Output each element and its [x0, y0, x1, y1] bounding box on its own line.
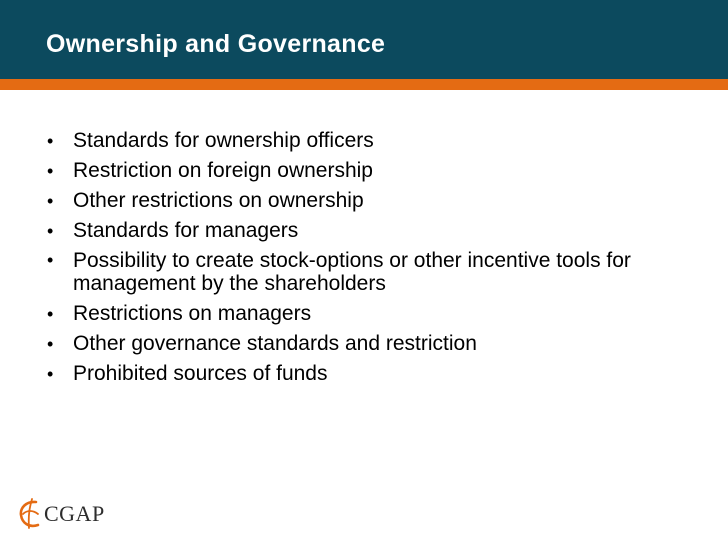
bullet-item	[46, 156, 706, 186]
bullet-dot-icon: •	[47, 131, 54, 151]
bullet-text: Other restrictions on ownership	[73, 189, 364, 212]
title-accent-stripe	[0, 79, 728, 90]
bullet-item	[46, 246, 706, 299]
bullet-dot-icon: •	[47, 250, 54, 270]
bullet-item	[46, 359, 706, 389]
bullet-text: Standards for managers	[73, 219, 299, 242]
bullet-text: Standards for ownership officers	[73, 129, 374, 152]
bullet-dot-icon: •	[47, 191, 54, 211]
cgap-logo	[17, 496, 105, 532]
bullet-item	[46, 329, 706, 359]
bullet-text: Restriction on foreign ownership	[73, 159, 373, 182]
bullet-dot-icon: •	[47, 334, 54, 354]
bullet-text: Prohibited sources of funds	[73, 362, 328, 385]
bullet-text: Other governance standards and restriction	[73, 332, 477, 355]
bullet-text: Possibility to create stock-options or other incentive tools for management by the shareholders	[73, 249, 631, 295]
bullet-list	[46, 126, 706, 389]
bullet-dot-icon: •	[47, 304, 54, 324]
bullet-item	[46, 126, 706, 156]
bullet-dot-icon: •	[47, 364, 54, 384]
bullet-dot-icon: •	[47, 161, 54, 181]
bullet-item	[46, 216, 706, 246]
cgap-swirl-icon	[17, 497, 43, 531]
bullet-item	[46, 299, 706, 329]
bullet-dot-icon: •	[47, 221, 54, 241]
logo-wordmark: CGAP	[44, 501, 105, 526]
bullet-item	[46, 186, 706, 216]
bullet-text: Restrictions on managers	[73, 302, 312, 325]
slide-title: Ownership and Governance	[46, 30, 386, 58]
